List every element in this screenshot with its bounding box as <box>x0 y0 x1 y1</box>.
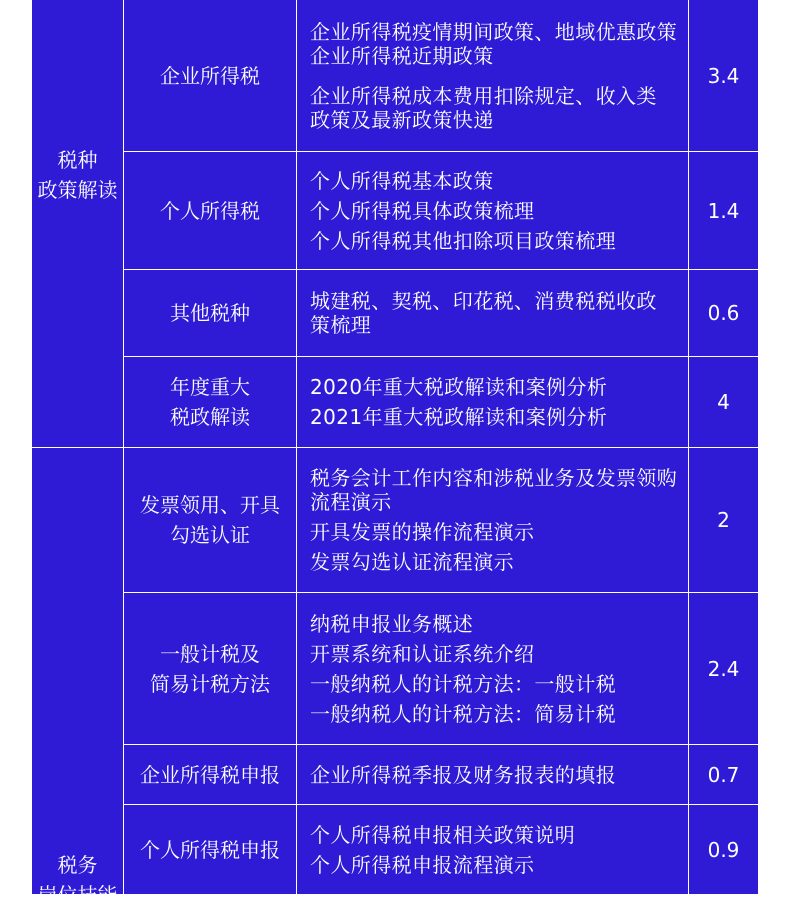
hours-cell <box>689 152 758 270</box>
content-line: 开具发票的操作流程演示 <box>310 520 535 544</box>
topic-label: 税政解读 <box>170 405 250 429</box>
topic-label: 勾选认证 <box>170 523 250 547</box>
content-item <box>310 672 616 696</box>
hours-cell <box>689 357 758 448</box>
hours-cell <box>689 448 758 593</box>
content-item <box>310 289 657 337</box>
hours-cell <box>689 593 758 745</box>
content-line: 个人所得税申报相关政策说明 <box>310 822 576 847</box>
topic-cell <box>124 805 297 894</box>
hours-value: 1.4 <box>707 198 740 223</box>
hours-value: 4 <box>717 390 730 414</box>
content-line: 政策及最新政策快递 <box>310 107 494 132</box>
content-item <box>310 169 494 193</box>
topic-cell <box>124 270 297 357</box>
topic-cell <box>124 357 297 448</box>
content-item <box>310 466 677 514</box>
content-line: 城建税、契税、印花税、消费税税收政 <box>310 289 657 313</box>
content-line: 个人所得税其他扣除项目政策梳理 <box>310 228 616 253</box>
topic-label: 企业所得税申报 <box>140 762 280 787</box>
content-line: 税务会计工作内容和涉税业务及发票领购 <box>310 466 678 490</box>
content-cell <box>297 805 689 894</box>
hours-value: 0.6 <box>707 301 740 325</box>
hours-value: 2 <box>717 508 730 532</box>
content-item <box>310 853 534 877</box>
content-line: 开票系统和认证系统介绍 <box>310 641 535 666</box>
course-table <box>32 0 758 907</box>
content-item <box>310 642 534 666</box>
content-line: 策梳理 <box>310 313 372 337</box>
category-label-line: 税种 <box>57 148 98 172</box>
topic-label: 发票领用、开具 <box>140 493 280 517</box>
content-line: 企业所得税季报及财务报表的填报 <box>310 762 616 787</box>
topic-label: 个人所得税 <box>160 198 260 223</box>
content-item <box>310 823 575 847</box>
content-line: 一般纳税人的计税方法：一般计税 <box>310 671 616 696</box>
topic-label: 一般计税及 <box>160 641 260 666</box>
content-line: 发票勾选认证流程演示 <box>310 550 514 574</box>
content-item <box>310 20 677 68</box>
topic-cell <box>124 0 297 152</box>
content-item <box>310 375 607 399</box>
topic-cell <box>124 745 297 805</box>
topic-cell <box>124 152 297 270</box>
topic-label: 其他税种 <box>170 301 250 325</box>
content-line: 纳税申报业务概述 <box>310 611 474 636</box>
category-label-line: 岗位技能 <box>37 883 118 907</box>
content-item <box>310 84 657 132</box>
content-cell <box>297 152 689 270</box>
content-item <box>310 520 534 544</box>
hours-cell <box>689 745 758 805</box>
content-cell <box>297 745 689 805</box>
content-cell <box>297 448 689 593</box>
hours-cell <box>689 0 758 152</box>
topic-label: 个人所得税申报 <box>140 837 280 862</box>
topic-label: 企业所得税 <box>160 63 260 88</box>
content-item <box>310 405 607 429</box>
hours-value: 0.7 <box>707 762 740 787</box>
content-cell <box>297 357 689 448</box>
content-line: 2021年重大税政解读和案例分析 <box>310 405 608 429</box>
topic-cell <box>124 448 297 593</box>
content-line: 个人所得税具体政策梳理 <box>310 198 535 223</box>
content-line: 一般纳税人的计税方法：简易计税 <box>310 701 616 726</box>
topic-label: 年度重大 <box>170 375 250 399</box>
hours-cell <box>689 805 758 894</box>
content-item <box>310 702 616 726</box>
content-line: 2020年重大税政解读和案例分析 <box>310 375 608 399</box>
content-line: 流程演示 <box>310 490 392 514</box>
content-line: 个人所得税基本政策 <box>310 168 494 193</box>
category-label-line: 税务 <box>57 853 98 877</box>
content-cell <box>297 270 689 357</box>
category-label-line: 政策解读 <box>37 178 118 202</box>
category-cell-job-skills <box>32 448 124 907</box>
content-cell <box>297 593 689 745</box>
content-line: 企业所得税近期政策 <box>310 43 494 68</box>
content-line: 企业所得税疫情期间政策、地域优惠政策 <box>310 19 678 44</box>
content-line: 企业所得税成本费用扣除规定、收入类 <box>310 83 657 108</box>
content-item <box>310 199 534 223</box>
hours-value: 3.4 <box>707 63 740 88</box>
content-item <box>310 612 473 636</box>
hours-value: 2.4 <box>707 656 740 681</box>
hours-cell <box>689 270 758 357</box>
content-line: 个人所得税申报流程演示 <box>310 852 535 877</box>
content-item <box>310 229 616 253</box>
content-item <box>310 763 616 787</box>
content-cell <box>297 0 689 152</box>
hours-value: 0.9 <box>707 837 740 862</box>
topic-cell <box>124 593 297 745</box>
content-item <box>310 550 514 574</box>
category-cell-tax-policy <box>32 0 124 448</box>
topic-label: 简易计税方法 <box>150 671 270 696</box>
